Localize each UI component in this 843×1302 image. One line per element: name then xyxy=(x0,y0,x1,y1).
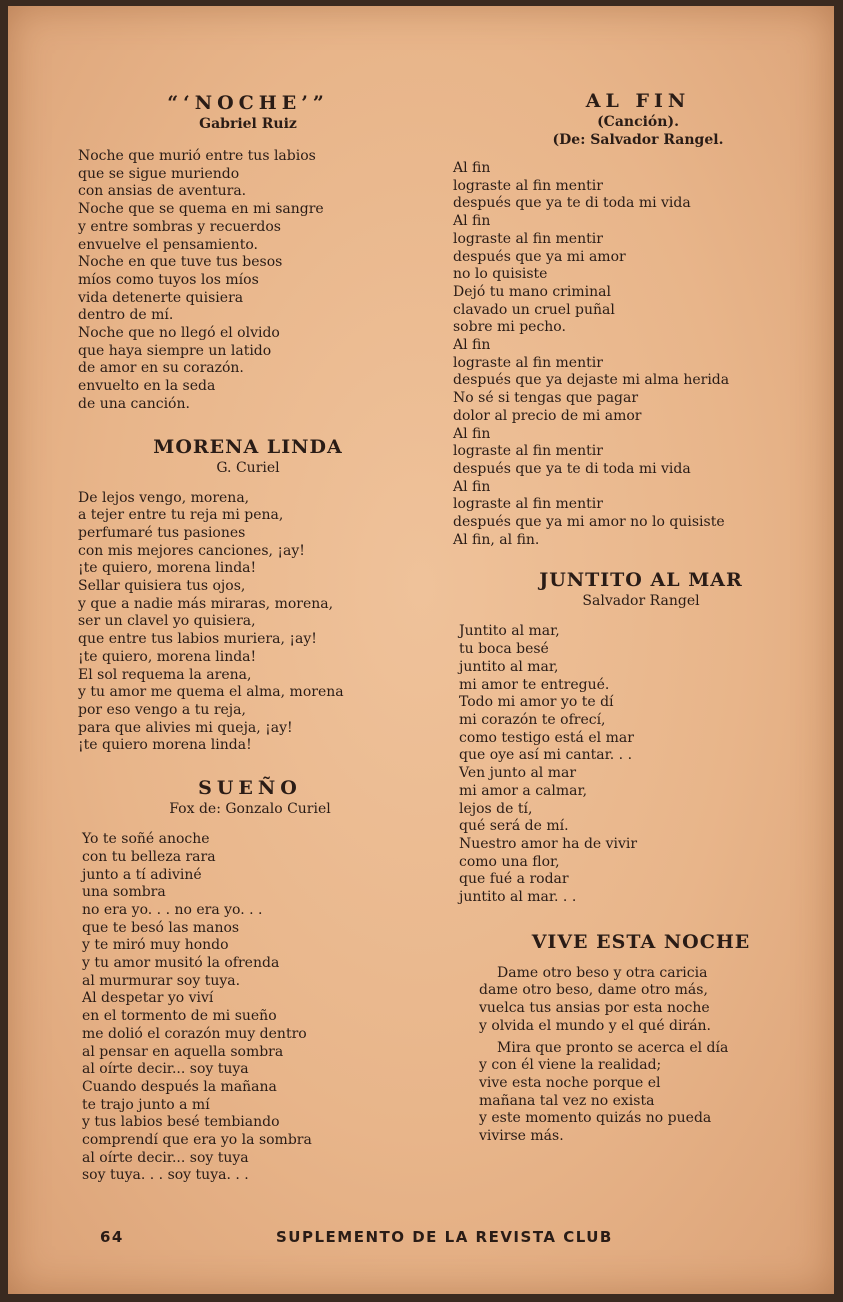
song-author: Salvador Rangel xyxy=(582,593,700,610)
lyric-line: Mira que pronto se acerca el día xyxy=(497,1039,729,1056)
lyric-line: Dame otro beso y otra caricia xyxy=(497,964,708,981)
song-author: (De: Salvador Rangel. xyxy=(552,132,724,148)
lyric-line: y tus labios besé tembiando xyxy=(82,1114,280,1131)
lyric-line: tu boca besé xyxy=(459,641,549,658)
song-subtitle: (Canción). xyxy=(597,114,679,130)
lyric-line: por eso vengo a tu reja, xyxy=(78,701,246,718)
song-morena-linda xyxy=(78,436,418,756)
lyric-line: sobre mi pecho. xyxy=(453,319,566,336)
lyric-line: vivirse más. xyxy=(479,1128,564,1145)
lyrics xyxy=(453,160,823,549)
page-number: 64 xyxy=(100,1228,124,1246)
lyric-line: y con él viene la realidad; xyxy=(479,1057,662,1074)
lyric-line: que fué a rodar xyxy=(459,871,569,888)
lyric-line: con tu belleza rara xyxy=(82,848,216,865)
lyric-line: Todo mi amor yo te dí xyxy=(459,694,614,711)
lyric-line: lograste al fin mentir xyxy=(453,230,603,247)
lyric-line: después que ya mi amor xyxy=(453,248,626,265)
lyric-line: después que ya dejaste mi alma herida xyxy=(453,372,730,389)
lyric-line: envuelve el pensamiento. xyxy=(78,236,258,253)
lyric-line: Nuestro amor ha de vivir xyxy=(459,835,638,852)
lyric-line: míos como tuyos los míos xyxy=(78,271,259,288)
lyric-line: Cuando después la mañana xyxy=(82,1078,277,1095)
lyric-line: con mis mejores canciones, ¡ay! xyxy=(78,542,305,559)
song-author: Fox de: Gonzalo Curiel xyxy=(169,801,331,818)
lyric-line: De lejos vengo, morena, xyxy=(78,489,250,506)
lyrics xyxy=(479,965,823,1146)
song-title: VIVE ESTA NOCHE xyxy=(531,930,751,953)
lyric-line: Yo te soñé anoche xyxy=(82,831,210,848)
lyric-line: Al fin xyxy=(453,160,491,176)
song-author: G. Curiel xyxy=(216,459,280,476)
lyric-line: después que ya te di toda mi vida xyxy=(453,195,691,212)
lyric-line: dame otro beso, dame otro más, xyxy=(479,982,708,999)
lyric-line: mi corazón te ofrecí, xyxy=(459,711,606,728)
lyric-line: que entre tus labios muriera, ¡ay! xyxy=(78,631,317,648)
lyric-line: para que alivies mi queja, ¡ay! xyxy=(78,719,293,736)
lyrics xyxy=(459,623,823,906)
lyric-line: y este momento quizás no pueda xyxy=(479,1110,712,1127)
lyric-line: junto a tí adiviné xyxy=(82,866,202,883)
lyric-line: después que ya mi amor no lo quisiste xyxy=(453,514,725,531)
lyric-line: no lo quisiste xyxy=(453,266,548,283)
lyric-line: lejos de tí, xyxy=(459,800,533,817)
lyric-line: No sé si tengas que pagar xyxy=(453,390,639,407)
song-title: JUNTITO AL MAR xyxy=(539,569,743,592)
lyric-line: y olvida el mundo y el qué dirán. xyxy=(479,1017,712,1034)
lyric-line: ¡te quiero, morena linda! xyxy=(78,560,257,577)
song-title: AL FIN xyxy=(585,90,691,112)
song-al-fin xyxy=(453,90,823,549)
lyric-line: y tu amor me quema el alma, morena xyxy=(78,684,344,701)
lyric-line: mi amor te entregué. xyxy=(459,676,610,693)
lyrics xyxy=(78,490,418,756)
lyric-line: al murmurar soy tuya. xyxy=(82,972,241,989)
lyric-line: Al fin, al fin. xyxy=(453,531,540,548)
lyric-line: al pensar en aquella sombra xyxy=(82,1043,284,1060)
lyric-line: Noche que se quema en mi sangre xyxy=(78,201,324,218)
lyric-line: con ansias de aventura. xyxy=(78,183,247,200)
lyric-line: Juntito al mar, xyxy=(459,623,560,640)
lyric-line: Al fin xyxy=(453,425,491,442)
lyric-line: lograste al fin mentir xyxy=(453,354,603,371)
lyric-line: de una canción. xyxy=(78,395,190,412)
lyrics xyxy=(82,831,418,1185)
lyric-line: juntito al mar. . . xyxy=(459,889,577,906)
lyrics xyxy=(78,148,418,414)
lyric-line: que te besó las manos xyxy=(82,919,240,936)
lyric-line: vida detenerte quisiera xyxy=(78,289,244,306)
song-juntito-al-mar xyxy=(453,569,823,906)
lyric-line: soy tuya. . . soy tuya. . . xyxy=(82,1167,249,1184)
lyric-line: y que a nadie más miraras, morena, xyxy=(78,595,334,612)
lyric-line: dolor al precio de mi amor xyxy=(453,407,642,424)
song-noche xyxy=(78,92,418,414)
lyric-line: como testigo está el mar xyxy=(459,729,634,746)
lyric-line: juntito al mar, xyxy=(459,658,559,675)
lyric-line: comprendí que era yo la sombra xyxy=(82,1132,312,1149)
lyric-line: Ven junto al mar xyxy=(459,765,577,782)
lyric-line: al oírte decir... soy tuya xyxy=(82,1061,249,1078)
publication-title: SUPLEMENTO DE LA REVISTA CLUB xyxy=(276,1228,613,1246)
lyric-line: Noche que murió entre tus labios xyxy=(78,148,316,164)
lyric-line: El sol requema la arena, xyxy=(78,666,252,683)
lyric-line: ¡te quiero morena linda! xyxy=(78,737,252,754)
lyric-line: y te miró muy hondo xyxy=(82,937,229,954)
magazine-page xyxy=(8,6,834,1294)
lyric-line: a tejer entre tu reja mi pena, xyxy=(78,507,284,524)
lyric-line: qué será de mí. xyxy=(459,818,569,835)
lyric-line: Al fin xyxy=(453,478,491,495)
lyric-line: clavado un cruel puñal xyxy=(453,301,615,318)
lyric-line: Al despetar yo viví xyxy=(82,990,214,1007)
lyric-line: que haya siempre un latido xyxy=(78,342,272,359)
lyric-line: no era yo. . . no era yo. . . xyxy=(82,901,263,918)
lyric-line: lograste al fin mentir xyxy=(453,443,603,460)
lyric-line: vive esta noche porque el xyxy=(479,1074,661,1091)
lyric-line: que oye así mi cantar. . . xyxy=(459,747,633,764)
lyric-line: perfumaré tus pasiones xyxy=(78,524,246,541)
song-sueno xyxy=(78,777,418,1185)
left-column xyxy=(78,92,418,1185)
lyric-line: y entre sombras y recuerdos xyxy=(78,218,281,235)
lyric-line: lograste al fin mentir xyxy=(453,496,603,513)
song-title: “‘NOCHE’” xyxy=(167,92,329,114)
lyric-line: en el tormento de mi sueño xyxy=(82,1008,277,1025)
lyric-line: una sombra xyxy=(82,884,166,901)
song-title: SUEÑO xyxy=(198,777,302,800)
song-title: MORENA LINDA xyxy=(153,435,343,458)
lyric-line: te trajo junto a mí xyxy=(82,1096,210,1113)
song-author: Gabriel Ruiz xyxy=(199,116,297,132)
lyric-line: Dejó tu mano criminal xyxy=(453,283,611,300)
lyric-line: después que ya te di toda mi vida xyxy=(453,460,691,477)
lyric-line: mañana tal vez no exista xyxy=(479,1092,655,1109)
right-column xyxy=(453,92,823,1146)
lyric-line: que se sigue muriendo xyxy=(78,165,240,182)
lyric-line: como una flor, xyxy=(459,853,560,870)
lyric-line: al oírte decir... soy tuya xyxy=(82,1149,249,1166)
lyric-line: Noche que no llegó el olvido xyxy=(78,325,280,342)
lyric-line: ¡te quiero, morena linda! xyxy=(78,648,257,665)
lyric-line: de amor en su corazón. xyxy=(78,360,244,377)
lyric-line: lograste al fin mentir xyxy=(453,177,603,194)
lyric-line: Al fin xyxy=(453,213,491,230)
lyric-line: mi amor a calmar, xyxy=(459,782,588,799)
lyric-line: dentro de mí. xyxy=(78,307,174,324)
lyric-line: vuelca tus ansias por esta noche xyxy=(479,1000,710,1017)
lyric-line: envuelto en la seda xyxy=(78,378,216,395)
lyric-line: y tu amor musitó la ofrenda xyxy=(82,955,280,972)
lyric-line: me dolió el corazón muy dentro xyxy=(82,1025,307,1042)
lyric-line: Sellar quisiera tus ojos, xyxy=(78,578,246,595)
lyric-line: Noche en que tuve tus besos xyxy=(78,254,283,271)
lyric-line: Al fin xyxy=(453,337,491,354)
song-vive-esta-noche xyxy=(453,931,823,1146)
lyric-line: ser un clavel yo quisiera, xyxy=(78,613,256,630)
